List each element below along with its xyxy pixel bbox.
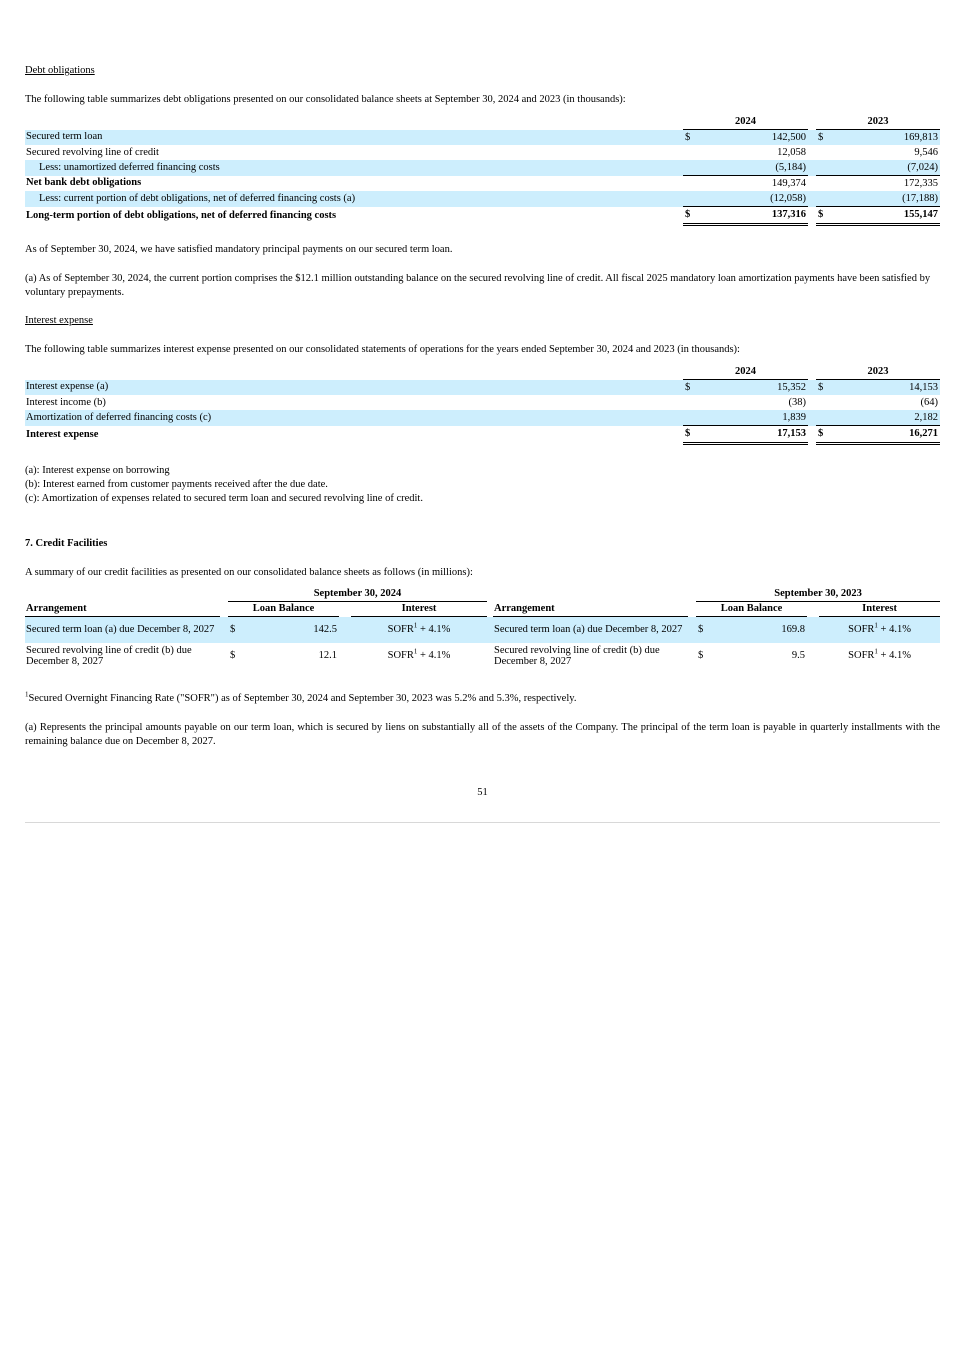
row-label: Net bank debt obligations	[26, 177, 142, 189]
credit-facilities-heading: 7. Credit Facilities	[25, 538, 108, 549]
value-2024: 137,316	[700, 207, 808, 225]
interest-header-row	[25, 364, 940, 380]
row-label: Less: unamortized deferred financing costs	[39, 161, 220, 173]
interest-expense-heading: Interest expense	[25, 315, 93, 326]
value-2023: 16,271	[833, 426, 940, 444]
period-header-row	[25, 587, 940, 602]
table-row	[25, 191, 940, 207]
page-number: 51	[477, 787, 488, 798]
value-2023: 2,182	[833, 410, 940, 426]
dollar-sign	[816, 191, 833, 207]
row-label: Less: current portion of debt obligations, net of deferred financing costs (a)	[39, 192, 356, 204]
interest-col-2024: 2024	[683, 364, 808, 380]
debt-col-2023: 2023	[816, 114, 940, 130]
row-label: Interest expense	[26, 428, 99, 440]
interest-footnote-a: (a): Interest expense on borrowing	[25, 465, 170, 476]
value-2023: 155,147	[833, 207, 940, 225]
col-interest: Interest	[819, 602, 940, 617]
dollar-sign: $	[685, 381, 691, 393]
loan-balance-2023: 169.8	[781, 623, 806, 635]
interest-footnote-b: (b): Interest earned from customer payments received after the due date.	[25, 479, 328, 490]
debt-intro: The following table summarizes debt obligations presented on our consolidated balance sheets at September 30, 2024 and 2023 (in thousands):	[25, 94, 626, 105]
debt-note-1: As of September 30, 2024, we have satisfied mandatory principal payments on our secured term loan.	[25, 244, 453, 255]
dollar-sign: $	[698, 649, 704, 661]
interest-rate-2023: $SOFR^1 + 4.1\%$	[848, 647, 911, 661]
col-arrangement: Arrangement	[493, 602, 688, 617]
table-row	[25, 410, 940, 426]
dollar-sign: $	[698, 623, 704, 635]
value-2024: (38)	[788, 396, 806, 408]
dollar-sign	[816, 395, 833, 410]
dollar-sign	[816, 145, 833, 160]
value-2023: 172,335	[903, 177, 938, 189]
arrangement-cell: Secured revolving line of credit (b) due December 8, 2027	[26, 644, 192, 667]
col-interest: Interest	[351, 602, 487, 617]
dollar-sign	[816, 176, 833, 192]
dollar-sign	[816, 410, 833, 426]
interest-intro: The following table summarizes interest expense presented on our consolidated statements of operations for the years ended September 30, 2024 and 2023 (in thousands):	[25, 344, 740, 355]
dollar-sign: $	[230, 649, 236, 661]
dollar-sign	[683, 191, 700, 207]
period-2024: September 30, 2024	[228, 587, 487, 602]
row-label: Secured term loan	[26, 131, 103, 143]
dollar-sign	[816, 160, 833, 176]
loan-balance-2024: 12.1	[318, 649, 337, 661]
value-2024: 142,500	[771, 131, 806, 143]
dollar-sign	[683, 410, 700, 426]
value-2023: 9,546	[914, 146, 938, 158]
table-row	[25, 130, 940, 146]
credit-facilities-table	[25, 587, 940, 669]
value-2023: (64)	[920, 396, 938, 408]
table-row	[25, 426, 940, 444]
column-header-row	[25, 602, 940, 617]
debt-obligations-heading: Debt obligations	[25, 65, 95, 76]
dollar-sign	[683, 395, 700, 410]
dollar-sign: $	[816, 426, 833, 444]
debt-obligations-table	[25, 114, 940, 226]
debt-header-row	[25, 114, 940, 130]
loan-balance-2024: 142.5	[313, 623, 337, 635]
period-2023: September 30, 2023	[696, 587, 940, 602]
value-2024: (12,058)	[700, 191, 808, 207]
credit-intro: A summary of our credit facilities as presented on our consolidated balance sheets as follows (in millions):	[25, 567, 473, 578]
row-label: Interest expense (a)	[26, 381, 109, 393]
dollar-sign: $	[816, 207, 833, 225]
dollar-sign: $	[818, 381, 824, 393]
col-loan-balance: Loan Balance	[696, 602, 807, 617]
loan-balance-2023: 9.5	[791, 649, 806, 661]
col-arrangement: Arrangement	[25, 602, 220, 617]
value-2024: (5,184)	[700, 160, 808, 176]
dollar-sign: $	[683, 207, 700, 225]
table-row	[25, 617, 940, 643]
arrangement-cell: Secured revolving line of credit (b) due December 8, 2027	[494, 644, 660, 667]
table-row	[25, 395, 940, 410]
dollar-sign	[683, 160, 700, 176]
row-label: Secured revolving line of credit	[26, 146, 159, 158]
arrangement-cell: Secured term loan (a) due December 8, 2027	[26, 624, 215, 636]
sofr-footnote: $^1$Secured Overnight Financing Rate ("SOFR") as of September 30, 2024 and September 30, 2023 was 5.2% and 5.3%, respectively.	[25, 690, 577, 704]
interest-expense-table	[25, 364, 940, 445]
row-label: Long-term portion of debt obligations, net of deferred financing costs	[26, 209, 337, 221]
col-loan-balance: Loan Balance	[228, 602, 339, 617]
interest-rate-2024: $SOFR^1 + 4.1\%$	[387, 621, 451, 635]
dollar-sign: $	[683, 426, 700, 444]
value-2023: 169,813	[903, 131, 938, 143]
row-label: Amortization of deferred financing costs (c)	[26, 411, 212, 423]
table-row	[25, 145, 940, 160]
table-row	[25, 380, 940, 396]
table-row	[25, 207, 940, 225]
interest-rate-2024: $SOFR^1 + 4.1\%$	[387, 647, 451, 661]
value-2023: (17,188)	[833, 191, 940, 207]
value-2024: 15,352	[777, 381, 806, 393]
row-label: Interest income (b)	[26, 396, 106, 408]
dollar-sign: $	[685, 131, 691, 143]
table-row	[25, 643, 940, 669]
interest-rate-2023: $SOFR^1 + 4.1\%$	[848, 621, 911, 635]
debt-note-2: (a) As of September 30, 2024, the current portion comprises the $12.1 million outstanding balance on the secured revolving line of credit. All fiscal 2025 mandatory loan amortization payments have been satisfied by voluntary prepayments.	[25, 273, 931, 298]
credit-note-a: (a) Represents the principal amounts payable on our term loan, which is secured by liens on substantially all of the assets of the Company. The principal of the term loan is payable in quarterly installments with the remaining balance due on December 8, 2027.	[25, 722, 940, 747]
interest-col-2023: 2023	[816, 364, 940, 380]
value-2024: 17,153	[700, 426, 808, 444]
dollar-sign	[683, 145, 700, 160]
arrangement-cell: Secured term loan (a) due December 8, 2027	[494, 624, 683, 636]
page-divider	[25, 822, 940, 823]
dollar-sign: $	[230, 623, 236, 635]
table-row	[25, 176, 940, 192]
value-2024: 1,839	[700, 410, 808, 426]
interest-footnote-c: (c): Amortization of expenses related to secured term loan and secured revolving line of credit.	[25, 493, 423, 504]
dollar-sign: $	[818, 131, 824, 143]
dollar-sign	[683, 176, 700, 192]
value-2023: 14,153	[909, 381, 938, 393]
table-row	[25, 160, 940, 176]
value-2024: 12,058	[777, 146, 806, 158]
value-2023: (7,024)	[833, 160, 940, 176]
value-2024: 149,374	[771, 177, 806, 189]
debt-col-2024: 2024	[683, 114, 808, 130]
